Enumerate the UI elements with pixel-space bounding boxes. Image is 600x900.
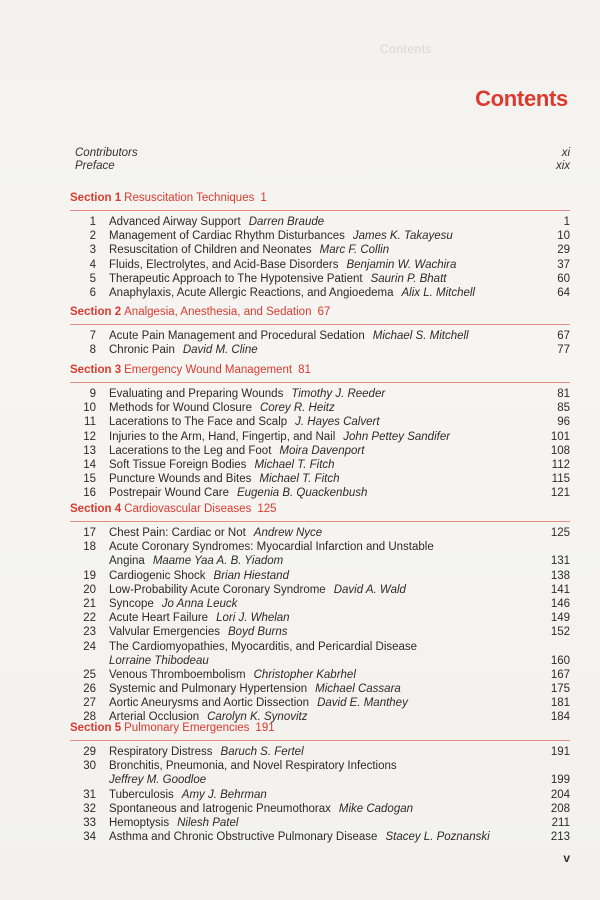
toc-entry xyxy=(70,229,570,243)
chapter-number: 19 xyxy=(83,569,96,582)
chapter-author: Michael T. Fitch xyxy=(259,473,340,486)
chapter-number: 29 xyxy=(83,746,96,758)
chapter-title: The Cardiomyopathies, Myocarditis, and Pericardial Disease xyxy=(109,640,418,653)
section-heading xyxy=(70,306,570,324)
chapter-title: Valvular Emergencies xyxy=(109,626,221,639)
section-heading xyxy=(70,722,570,740)
chapter-author: Brian Hiestand xyxy=(213,569,289,582)
chapter-author: Boyd Burns xyxy=(228,626,288,639)
section-rule xyxy=(70,521,570,522)
chapter-author: Stacey L. Poznanski xyxy=(385,831,490,844)
section-page: 1 xyxy=(260,192,267,204)
toc-entry xyxy=(70,444,570,458)
toc-section xyxy=(70,503,570,725)
chapter-page: 152 xyxy=(550,626,570,639)
toc-entry xyxy=(70,816,570,830)
toc-entry xyxy=(70,696,570,710)
chapter-number: 6 xyxy=(89,286,96,299)
chapter-page: 81 xyxy=(557,388,570,400)
chapter-page: 138 xyxy=(550,569,570,582)
chapter-title: Chest Pain: Cardiac or Not xyxy=(109,527,246,539)
chapter-title-block xyxy=(109,802,530,816)
section-page: 81 xyxy=(298,364,311,376)
chapter-title: Advanced Airway Support xyxy=(109,216,241,228)
chapter-title-block xyxy=(109,569,530,583)
chapter-page: 121 xyxy=(550,487,570,500)
chapter-author: Alix L. Mitchell xyxy=(401,286,475,299)
page-title: Contents xyxy=(475,86,568,111)
chapter-number: 22 xyxy=(83,612,96,625)
section-label: Section 4 xyxy=(70,503,122,515)
chapter-author: Moira Davenport xyxy=(279,444,365,457)
section-name: Pulmonary Emergencies xyxy=(124,722,250,734)
chapter-number: 24 xyxy=(83,640,96,653)
chapter-author: Darren Braude xyxy=(248,216,325,228)
chapter-number: 18 xyxy=(83,541,96,554)
toc-entry xyxy=(70,759,570,787)
section-name: Cardiovascular Diseases xyxy=(124,503,252,515)
toc-section xyxy=(70,306,570,357)
toc-entry xyxy=(70,611,570,625)
chapter-author: Saurin P. Bhatt xyxy=(370,272,447,285)
chapter-page: 191 xyxy=(550,746,570,758)
front-matter-label: Contributors xyxy=(75,147,138,159)
chapter-page: 181 xyxy=(550,697,570,710)
chapter-page: 141 xyxy=(550,583,570,596)
chapter-number: 13 xyxy=(83,444,96,457)
chapter-author: Christopher Kabrhel xyxy=(253,668,356,681)
chapter-title-block xyxy=(109,816,530,830)
chapter-number: 4 xyxy=(89,258,96,271)
section-rule xyxy=(70,324,570,325)
toc-entry xyxy=(70,430,570,444)
chapter-title: Management of Cardiac Rhythm Disturbances xyxy=(109,230,345,243)
chapter-page: 184 xyxy=(550,711,570,724)
chapter-page: 213 xyxy=(550,831,570,844)
chapter-title-block xyxy=(109,640,530,668)
toc-entry xyxy=(70,343,570,357)
chapter-number: 2 xyxy=(89,230,96,243)
chapter-page: 64 xyxy=(557,286,570,299)
chapter-title-block xyxy=(109,272,530,286)
chapter-number: 12 xyxy=(83,430,96,443)
chapter-author: David A. Wald xyxy=(333,583,406,596)
chapter-author: Timothy J. Reeder xyxy=(291,388,386,400)
chapter-page: 85 xyxy=(557,402,570,415)
chapter-page: 29 xyxy=(557,244,570,257)
toc-entry xyxy=(70,583,570,597)
chapter-number: 9 xyxy=(89,388,96,400)
front-matter-page: xi xyxy=(561,147,570,159)
front-matter-item xyxy=(75,147,570,159)
section-rule xyxy=(70,382,570,383)
chapter-page: 67 xyxy=(557,330,570,342)
chapter-page: 146 xyxy=(550,597,570,610)
chapter-title: Evaluating and Preparing Wounds xyxy=(109,388,284,400)
chapter-page: 108 xyxy=(550,444,570,457)
chapter-author: Mike Cadogan xyxy=(338,802,414,815)
chapter-title: Lacerations to The Face and Scalp xyxy=(109,416,288,429)
chapter-author: Benjamin W. Wachira xyxy=(346,258,457,271)
chapter-author: David M. Cline xyxy=(182,344,258,357)
section-rule xyxy=(70,210,570,211)
bleed-through-header: Contents xyxy=(380,42,433,56)
chapter-title-block xyxy=(109,788,530,802)
section-heading xyxy=(70,364,570,382)
chapter-title-block xyxy=(109,215,530,229)
chapter-number: 25 xyxy=(83,668,96,681)
toc-entry xyxy=(70,830,570,844)
chapter-title-block xyxy=(109,625,530,639)
chapter-number: 21 xyxy=(83,597,96,610)
chapter-title: Methods for Wound Closure xyxy=(109,402,252,415)
chapter-number: 7 xyxy=(89,330,96,342)
chapter-page: 175 xyxy=(550,683,570,696)
toc-entry xyxy=(70,387,570,401)
toc-entry xyxy=(70,788,570,802)
chapter-author: Amy J. Behrman xyxy=(181,788,267,801)
chapter-title: Respiratory Distress xyxy=(109,746,213,758)
chapter-page: 211 xyxy=(551,816,570,829)
chapter-author: Jeffrey M. Goodloe xyxy=(109,774,207,787)
chapter-number: 27 xyxy=(83,697,96,710)
chapter-title: Chronic Pain xyxy=(109,344,175,357)
chapter-number: 23 xyxy=(83,626,96,639)
toc-section xyxy=(70,364,570,501)
chapter-title-block xyxy=(109,526,530,540)
toc-entry xyxy=(70,486,570,500)
chapter-number: 28 xyxy=(83,711,96,724)
chapter-title-block xyxy=(109,458,530,472)
section-label: Section 2 xyxy=(70,306,122,318)
toc-entry xyxy=(70,329,570,343)
toc-entry xyxy=(70,258,570,272)
chapter-title: Low-Probability Acute Coronary Syndrome xyxy=(109,583,326,596)
chapter-page: 160 xyxy=(550,654,570,667)
chapter-title: Puncture Wounds and Bites xyxy=(109,473,252,486)
chapter-number: 33 xyxy=(83,816,96,829)
section-page: 191 xyxy=(255,722,275,734)
toc-entry xyxy=(70,668,570,682)
chapter-number: 10 xyxy=(83,402,96,415)
chapter-title-continued: Angina xyxy=(109,555,145,568)
chapter-title: Aortic Aneurysms and Aortic Dissection xyxy=(109,697,310,710)
chapter-author: David E. Manthey xyxy=(317,697,408,710)
chapter-author: J. Hayes Calvert xyxy=(295,416,380,429)
chapter-title-block xyxy=(109,682,530,696)
chapter-title: Postrepair Wound Care xyxy=(109,487,229,500)
section-label: Section 5 xyxy=(70,722,122,734)
toc-entry xyxy=(70,597,570,611)
chapter-number: 5 xyxy=(89,272,96,285)
chapter-author: Carolyn K. Synovitz xyxy=(207,711,308,724)
chapter-page: 96 xyxy=(557,416,570,429)
toc-entry xyxy=(70,272,570,286)
chapter-title-block xyxy=(109,583,530,597)
chapter-author: Lorraine Thibodeau xyxy=(109,654,209,667)
chapter-title: Venous Thromboembolism xyxy=(109,668,246,681)
chapter-number: 30 xyxy=(83,760,96,773)
chapter-title-block xyxy=(109,472,530,486)
chapter-page: 167 xyxy=(550,668,570,681)
chapter-title: Hemoptysis xyxy=(109,816,170,829)
chapter-title: Bronchitis, Pneumonia, and Novel Respiratory Infections xyxy=(109,760,397,773)
chapter-number: 31 xyxy=(83,788,96,801)
toc-entry xyxy=(70,215,570,229)
chapter-page: 1 xyxy=(563,216,570,228)
chapter-page: 125 xyxy=(550,527,570,539)
chapter-page: 149 xyxy=(550,612,570,625)
section-page: 67 xyxy=(317,306,331,318)
toc-entry xyxy=(70,401,570,415)
chapter-title: Tuberculosis xyxy=(109,788,174,801)
section-heading xyxy=(70,503,570,521)
toc-entry xyxy=(70,526,570,540)
chapter-author: John Pettey Sandifer xyxy=(343,430,451,443)
chapter-title-block xyxy=(109,329,530,343)
chapter-author: Corey R. Heitz xyxy=(259,402,335,415)
chapter-number: 8 xyxy=(89,344,96,357)
chapter-title: Injuries to the Arm, Hand, Fingertip, and Nail xyxy=(109,430,336,443)
chapter-title: Lacerations to the Leg and Foot xyxy=(109,444,272,457)
chapter-title-block xyxy=(109,830,530,844)
section-name: Resuscitation Techniques xyxy=(124,192,255,204)
chapter-title-block xyxy=(109,286,530,300)
chapter-page: 77 xyxy=(557,344,570,357)
chapter-page: 10 xyxy=(557,230,570,243)
chapter-title-block xyxy=(109,401,530,415)
chapter-page: 60 xyxy=(557,272,570,285)
chapter-author: Marc F. Collin xyxy=(319,244,390,257)
chapter-title-block xyxy=(109,444,530,458)
section-heading xyxy=(70,192,570,210)
section-name: Analgesia, Anesthesia, and Sedation xyxy=(124,306,312,318)
chapter-number: 26 xyxy=(83,683,96,696)
section-rule xyxy=(70,740,570,741)
chapter-number: 20 xyxy=(83,583,96,596)
toc-entry xyxy=(70,625,570,639)
chapter-title: Soft Tissue Foreign Bodies xyxy=(109,458,247,471)
chapter-title: Fluids, Electrolytes, and Acid-Base Disorders xyxy=(109,258,339,271)
chapter-author: Nilesh Patel xyxy=(177,816,239,829)
chapter-number: 16 xyxy=(83,487,96,500)
chapter-page: 208 xyxy=(550,802,570,815)
toc-entry xyxy=(70,472,570,486)
toc-entry xyxy=(70,243,570,257)
chapter-title-block xyxy=(109,611,530,625)
chapter-page: 199 xyxy=(550,774,570,787)
chapter-number: 1 xyxy=(89,216,96,228)
chapter-author: Lori J. Whelan xyxy=(216,612,290,625)
chapter-page: 37 xyxy=(557,258,570,271)
chapter-title: Therapeutic Approach to The Hypotensive Patient xyxy=(109,272,363,285)
toc-entry xyxy=(70,745,570,759)
chapter-author: Maame Yaa A. B. Yiadom xyxy=(152,555,284,568)
chapter-title: Syncope xyxy=(109,597,154,610)
chapter-page: 204 xyxy=(550,788,570,801)
toc-section xyxy=(70,192,570,300)
toc-entry xyxy=(70,540,570,568)
chapter-title-block xyxy=(109,745,530,759)
chapter-number: 34 xyxy=(83,831,96,844)
chapter-author: Andrew Nyce xyxy=(253,527,323,539)
section-name: Emergency Wound Management xyxy=(124,364,293,376)
chapter-title: Spontaneous and Iatrogenic Pneumothorax xyxy=(109,802,331,815)
chapter-title: Asthma and Chronic Obstructive Pulmonary Disease xyxy=(109,831,378,844)
chapter-title-block xyxy=(109,343,530,357)
chapter-page: 112 xyxy=(551,458,570,471)
front-matter-page: xix xyxy=(555,160,570,172)
chapter-title: Anaphylaxis, Acute Allergic Reactions, and Angioedema xyxy=(109,286,394,299)
chapter-title: Acute Coronary Syndromes: Myocardial Infarction and Unstable xyxy=(109,541,434,554)
chapter-title-block xyxy=(109,243,530,257)
toc-entry xyxy=(70,458,570,472)
chapter-number: 14 xyxy=(83,458,96,471)
chapter-author: Michael S. Mitchell xyxy=(372,330,469,342)
chapter-title: Cardiogenic Shock xyxy=(109,569,206,582)
chapter-author: James K. Takayesu xyxy=(352,230,453,243)
chapter-title-block xyxy=(109,387,530,401)
chapter-title-block xyxy=(109,258,530,272)
chapter-title: Resuscitation of Children and Neonates xyxy=(109,244,312,257)
chapter-number: 32 xyxy=(83,802,96,815)
chapter-title-block xyxy=(109,229,530,243)
chapter-title: Acute Heart Failure xyxy=(109,612,209,625)
chapter-author: Michael Cassara xyxy=(315,683,401,696)
chapter-number: 3 xyxy=(89,244,96,257)
section-label: Section 1 xyxy=(70,192,122,204)
chapter-page: 115 xyxy=(551,473,570,486)
chapter-title-block xyxy=(109,696,530,710)
chapter-number: 17 xyxy=(83,527,96,539)
toc-entry xyxy=(70,802,570,816)
chapter-title: Systemic and Pulmonary Hypertension xyxy=(109,683,308,696)
page-number: v xyxy=(563,851,570,865)
toc-entry xyxy=(70,569,570,583)
front-matter-item xyxy=(75,160,570,172)
toc-entry xyxy=(70,640,570,668)
chapter-title-block xyxy=(109,415,530,429)
chapter-number: 11 xyxy=(84,416,96,429)
chapter-page: 101 xyxy=(550,430,570,443)
toc-entry xyxy=(70,415,570,429)
section-label: Section 3 xyxy=(70,364,122,376)
toc-section xyxy=(70,722,570,844)
chapter-title-block xyxy=(109,540,530,568)
chapter-title: Arterial Occlusion xyxy=(109,711,200,724)
chapter-page: 131 xyxy=(550,555,570,568)
chapter-author: Michael T. Fitch xyxy=(254,458,335,471)
chapter-author: Baruch S. Fertel xyxy=(220,746,304,758)
chapter-author: Eugenia B. Quackenbush xyxy=(236,487,368,500)
chapter-number: 15 xyxy=(83,473,96,486)
section-page: 125 xyxy=(257,503,277,515)
chapter-author: Jo Anna Leuck xyxy=(161,597,238,610)
toc-entry xyxy=(70,286,570,300)
chapter-title-block xyxy=(109,668,530,682)
chapter-title: Acute Pain Management and Procedural Sedation xyxy=(109,330,365,342)
chapter-title-block xyxy=(109,597,530,611)
toc-entry xyxy=(70,682,570,696)
chapter-title-block xyxy=(109,430,530,444)
chapter-title-block xyxy=(109,486,530,500)
front-matter-label: Preface xyxy=(75,160,115,172)
chapter-title-block xyxy=(109,759,530,787)
